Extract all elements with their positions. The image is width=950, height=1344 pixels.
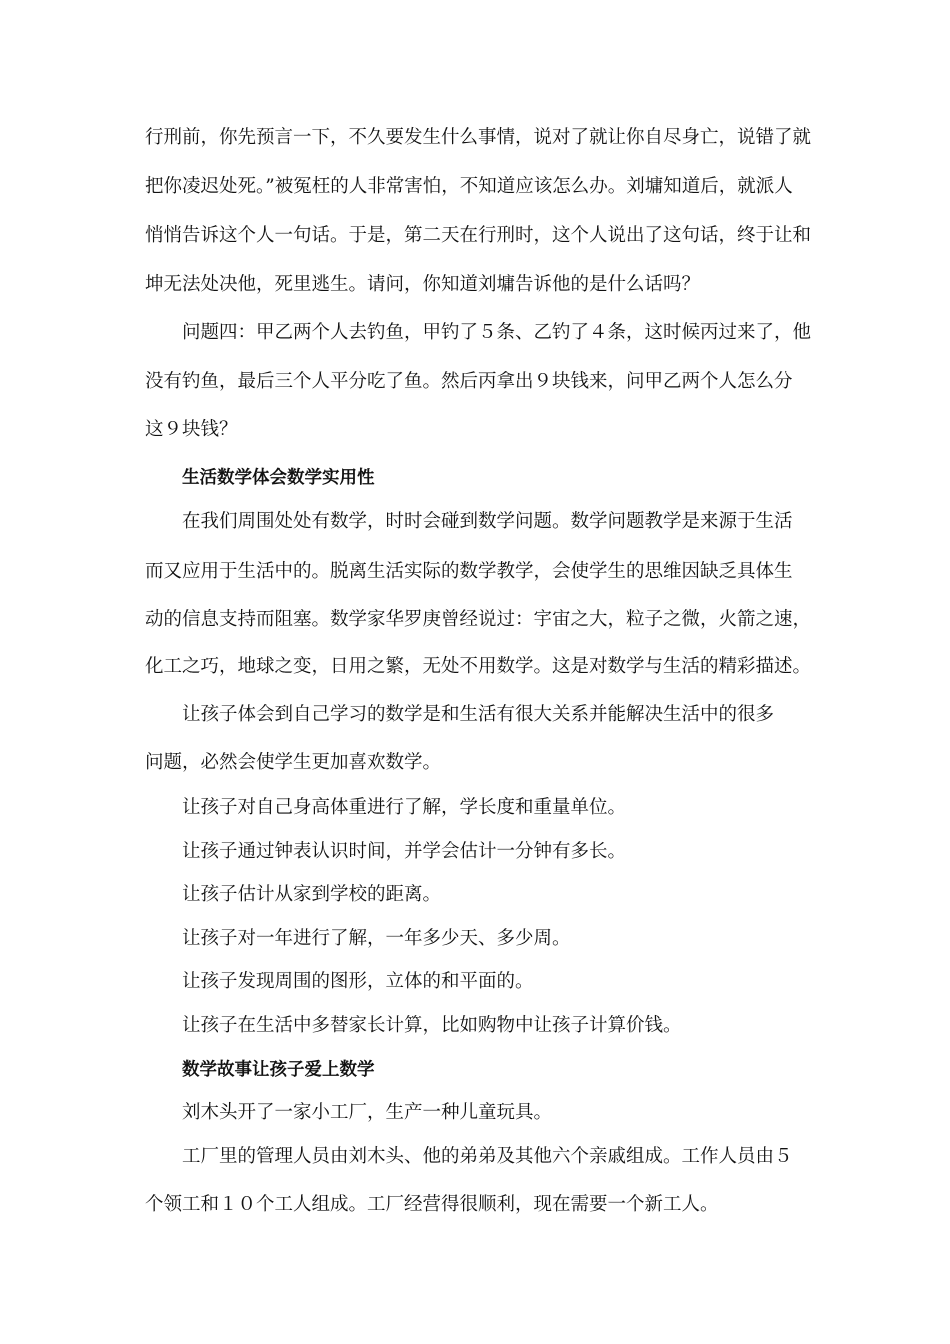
paragraph-line: 在我们周围处处有数学，时时会碰到数学问题。数学问题教学是来源于生活 [182, 511, 793, 532]
paragraph-line: 让孩子通过钟表认识时间，并学会估计一分钟有多长。 [182, 841, 627, 862]
paragraph-line: 让孩子在生活中多替家长计算，比如购物中让孩子计算价钱。 [182, 1015, 682, 1036]
paragraph-line: 问题四：甲乙两个人去钓鱼，甲钓了５条、乙钓了４条，这时候丙过来了，他 [182, 322, 812, 343]
paragraph-line: 行刑前，你先预言一下，不久要发生什么事情，说对了就让你自尽身亡，说错了就 [145, 127, 812, 148]
section-heading: 生活数学体会数学实用性 [182, 468, 375, 488]
paragraph-line: 悄悄告诉这个人一句话。于是，第二天在行刑时，这个人说出了这句话，终于让和 [145, 225, 812, 246]
paragraph-line: 问题，必然会使学生更加喜欢数学。 [145, 752, 442, 773]
paragraph-line: 刘木头开了一家小工厂，生产一种儿童玩具。 [182, 1102, 553, 1123]
paragraph-line: 让孩子发现周围的图形，立体的和平面的。 [182, 971, 534, 992]
paragraph-line: 而又应用于生活中的。脱离生活实际的数学教学，会使学生的思维因缺乏具体生 [145, 561, 793, 582]
paragraph-line: 工厂里的管理人员由刘木头、他的弟弟及其他六个亲戚组成。工作人员由５ [182, 1146, 793, 1167]
paragraph-line: 化工之巧，地球之变，日用之繁，无处不用数学。这是对数学与生活的精彩描述。 [145, 656, 812, 677]
paragraph-line: 让孩子估计从家到学校的距离。 [182, 884, 442, 905]
paragraph-line: 把你凌迟处死。”被冤枉的人非常害怕，不知道应该怎么办。刘墉知道后，就派人 [145, 176, 793, 197]
paragraph-line: 坤无法处决他，死里逃生。请问，你知道刘墉告诉他的是什么话吗？ [145, 274, 701, 295]
paragraph-line: 让孩子对自己身高体重进行了解，学长度和重量单位。 [182, 797, 627, 818]
paragraph-line: 这９块钱？ [145, 419, 238, 440]
paragraph-line: 让孩子体会到自己学习的数学是和生活有很大关系并能解决生活中的很多 [182, 704, 775, 725]
paragraph-line: 让孩子对一年进行了解，一年多少天、多少周。 [182, 928, 571, 949]
section-heading: 数学故事让孩子爱上数学 [182, 1060, 375, 1080]
paragraph-line: 没有钓鱼，最后三个人平分吃了鱼。然后丙拿出９块钱来，问甲乙两个人怎么分 [145, 371, 793, 392]
paragraph-line: 动的信息支持而阻塞。数学家华罗庚曾经说过：宇宙之大，粒子之微，火箭之速， [145, 609, 812, 630]
paragraph-line: 个领工和１０个工人组成。工厂经营得很顺利，现在需要一个新工人。 [145, 1194, 719, 1215]
